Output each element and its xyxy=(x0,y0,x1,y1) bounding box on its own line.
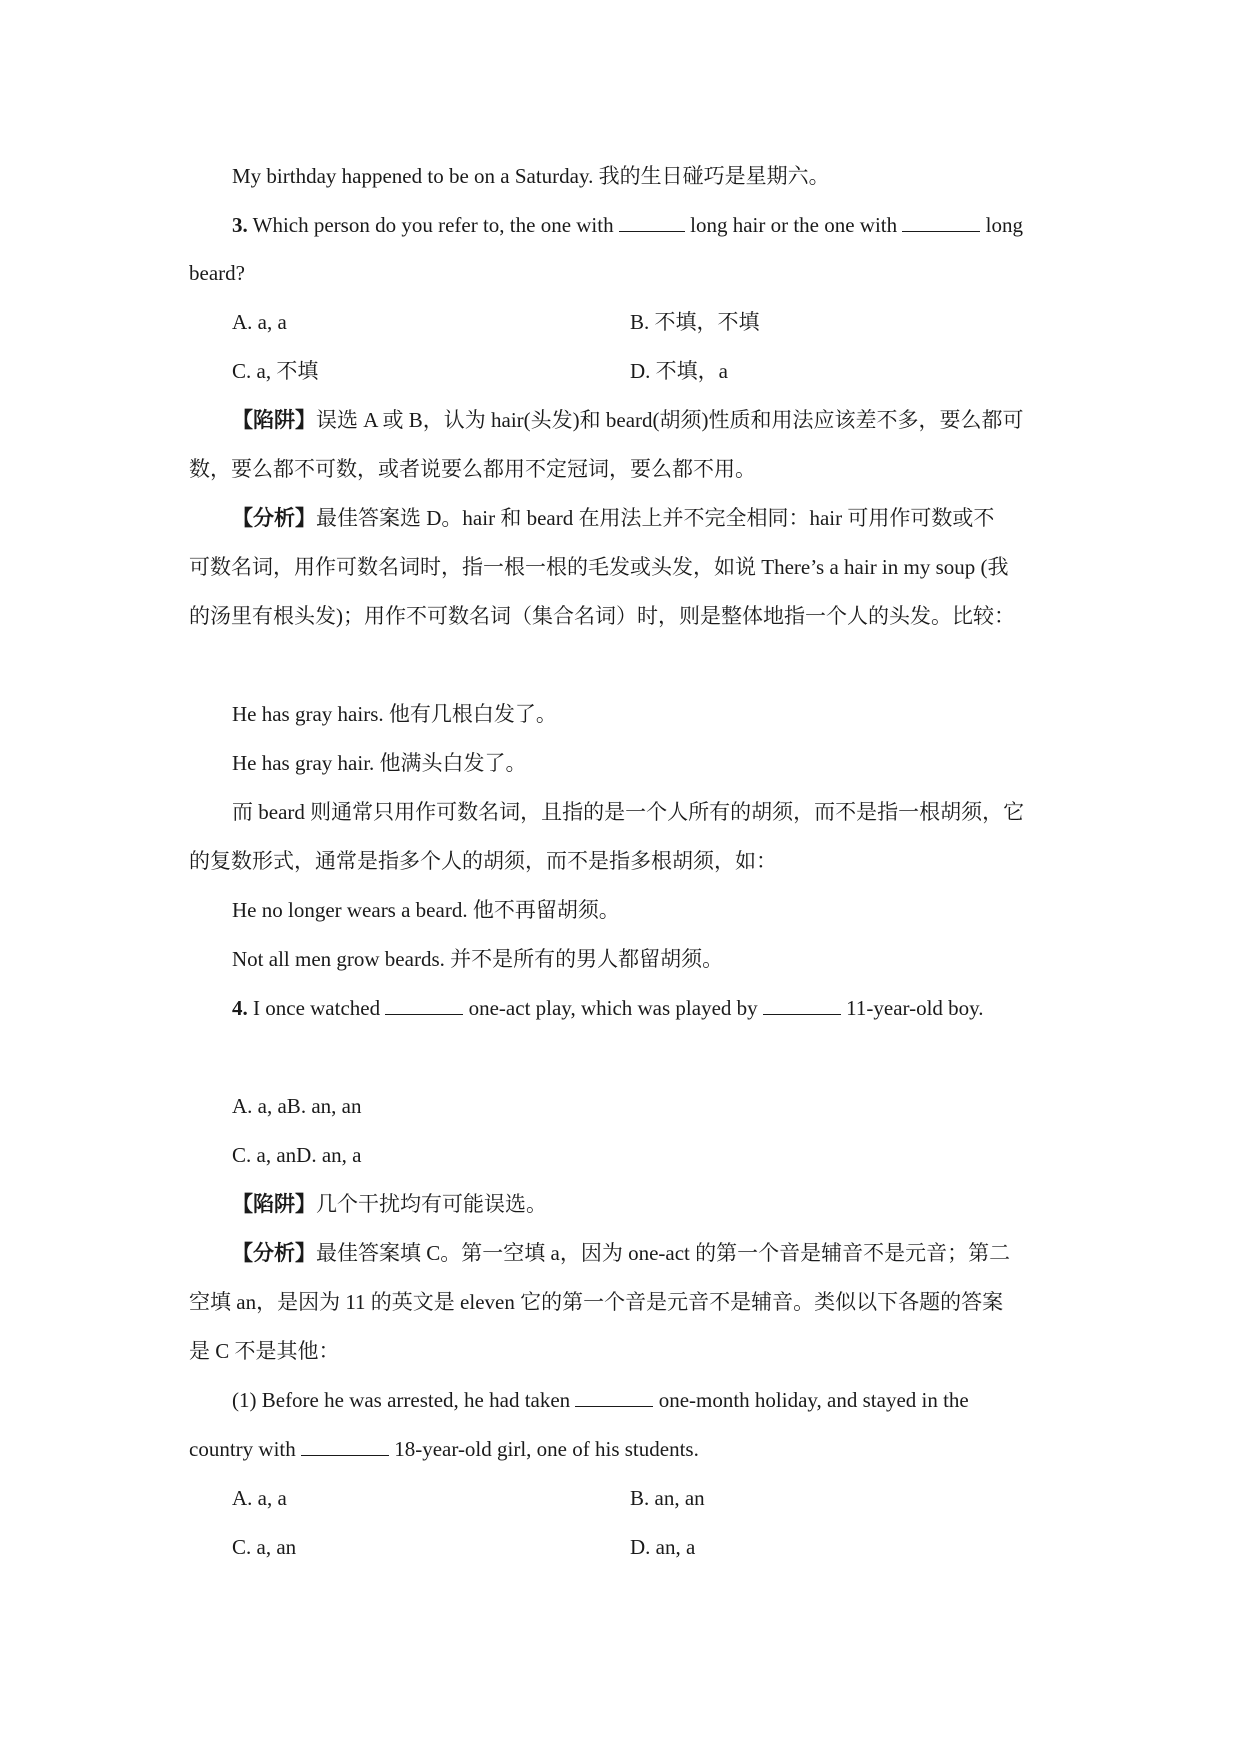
option-b: B. 不填，不填 xyxy=(630,310,760,334)
option-a: A. a, a xyxy=(232,310,287,334)
answer-blank xyxy=(385,996,463,1015)
beard-paragraph: 而 beard 则通常只用作可数名词，且指的是一个人所有的胡须，而不是指一根胡须，它 xyxy=(232,800,1025,824)
question-3: 3. Which person do you refer to, the one with long hair or the one with long xyxy=(232,213,1023,237)
trap-paragraph-1-continued: 数，要么都不可数，或者说要么都用不定冠词，要么都不用。 xyxy=(189,457,756,481)
analysis-paragraph-2-line2: 空填 an，是因为 11 的英文是 eleven 它的第一个音是元音不是辅音。类似以下各题的答案 xyxy=(189,1290,1004,1314)
sub-question-1-continued: country with 18-year-old girl, one of his students. xyxy=(189,1437,699,1461)
question-4-options-row1: A. a, aB. an, an xyxy=(232,1094,362,1118)
example-gray-hair: He has gray hair. 他满头白发了。 xyxy=(232,751,527,775)
sub-question-1: (1) Before he was arrested, he had taken one-month holiday, and stayed in the xyxy=(232,1388,969,1412)
analysis-label: 【分析】 xyxy=(232,506,316,530)
example-birthday: My birthday happened to be on a Saturday. 我的生日碰巧是星期六。 xyxy=(232,164,830,188)
example-no-beard: He no longer wears a beard. 他不再留胡须。 xyxy=(232,898,620,922)
analysis-paragraph-2: 【分析】最佳答案填 C。第一空填 a，因为 one-act 的第一个音是辅音不是元音；第二 xyxy=(232,1241,1011,1265)
answer-blank xyxy=(575,1388,653,1407)
analysis-paragraph-1: 【分析】最佳答案选 D。hair 和 beard 在用法上并不完全相同：hair 可用作可数或不 xyxy=(232,506,995,530)
analysis-label: 【分析】 xyxy=(232,1241,316,1265)
beard-paragraph-continued: 的复数形式，通常是指多个人的胡须，而不是指多根胡须，如： xyxy=(189,849,777,873)
analysis-paragraph-1-line2: 可数名词，用作可数名词时，指一根一根的毛发或头发，如说 There’s a hair in my soup (我 xyxy=(189,555,1009,579)
trap-label: 【陷阱】 xyxy=(232,408,316,432)
answer-blank xyxy=(902,213,980,232)
option-c: C. a, 不填 xyxy=(232,359,319,383)
sub1-option-a: A. a, a xyxy=(232,1486,287,1510)
example-gray-hairs: He has gray hairs. 他有几根白发了。 xyxy=(232,702,557,726)
example-beards: Not all men grow beards. 并不是所有的男人都留胡须。 xyxy=(232,947,724,971)
question-4: 4. I once watched one-act play, which was played by 11-year-old boy. xyxy=(232,996,984,1020)
trap-paragraph-1: 【陷阱】误选 A 或 B，认为 hair(头发)和 beard(胡须)性质和用法应该差不多，要么都可 xyxy=(232,408,1024,432)
analysis-paragraph-2-line3: 是 C 不是其他： xyxy=(189,1339,340,1363)
analysis-paragraph-1-line3: 的汤里有根头发)；用作不可数名词（集合名词）时，则是整体地指一个人的头发。比较： xyxy=(189,604,1015,628)
question-3-continued: beard? xyxy=(189,261,245,285)
sub1-option-c: C. a, an xyxy=(232,1535,297,1559)
answer-blank xyxy=(301,1437,389,1456)
answer-blank xyxy=(763,996,841,1015)
sub1-option-d: D. an, a xyxy=(630,1535,696,1559)
trap-paragraph-2: 【陷阱】几个干扰均有可能误选。 xyxy=(232,1192,547,1216)
answer-blank xyxy=(619,213,685,232)
option-d: D. 不填，a xyxy=(630,359,728,383)
trap-label: 【陷阱】 xyxy=(232,1192,316,1216)
question-number: 3. xyxy=(232,213,248,237)
sub1-option-b: B. an, an xyxy=(630,1486,705,1510)
question-4-options-row2: C. a, anD. an, a xyxy=(232,1143,362,1167)
question-number: 4. xyxy=(232,996,248,1020)
